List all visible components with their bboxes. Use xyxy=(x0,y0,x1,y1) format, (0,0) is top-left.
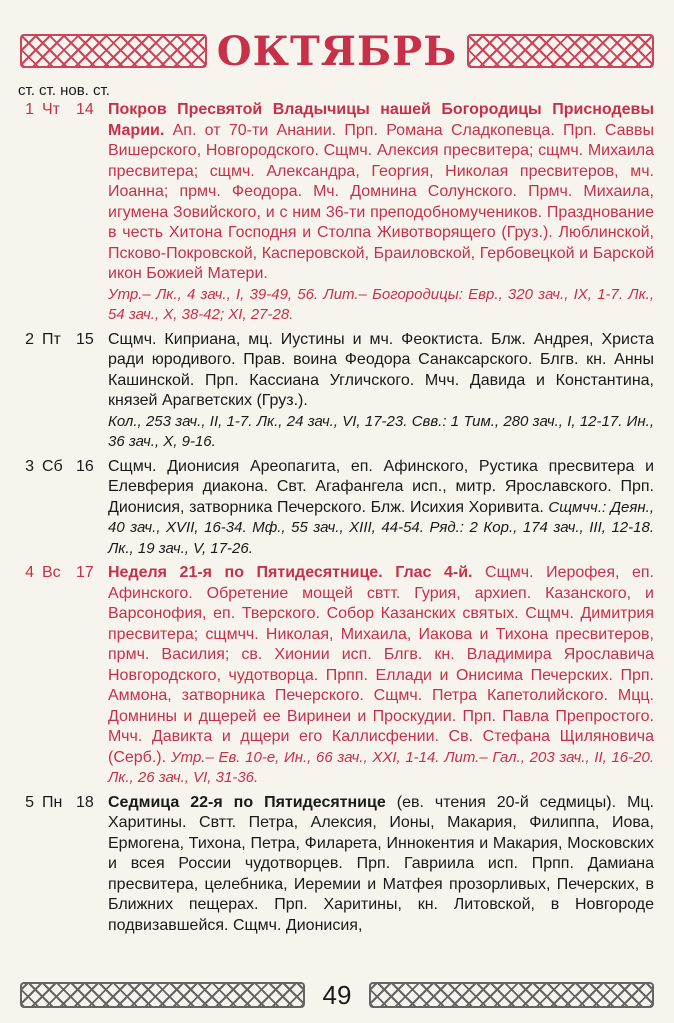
day-of-week: Пт xyxy=(42,330,61,348)
ornament-footer-left xyxy=(20,982,305,1008)
entry-text xyxy=(108,457,654,560)
old-style-day: 5 xyxy=(25,793,34,811)
saints-list: (ев. чтения 20-й седмицы). Мц. Харитины. Свтт. Петра, Алексия, Ионы, Макария, Филиппа, Иова, Ермогена, Тихона, Петра, Филарета, Иннокентия и Макария, Московских и всея России чудотворцев. Прп. Гавриила исп. Прпп. Дамиана пресвитера, целебника, Иеремии и Матфея прозорливых, Печерских, в Ближних пещерах. Прп. Харитины, кн. Литовской, в Новгороде подвизавшейся. Сщмч. Дионисия, xyxy=(108,793,654,934)
saints-list: Ап. от 70-ти Анании. Прп. Романа Сладкопевца. Прп. Саввы Вишерского, Новгородского. Сщмч. Алексия пресвитера; сщмч. Михаила пресвитера; сщмч. Александра, Георгия, Николая пресвитеров, мч. Иоанна; прмч. Феодора. Мч. Домнина Солунского. Прмч. Михаила, игумена Зовийского, и с ним 36-ти преподобномучеников. Празднование в честь Хитона Господня и Столпа Животворящего (Груз.). Люблинской, Псково-Покровской, Касперовской, Браиловской, Гербовецкой и Барской икон Божией Матери. xyxy=(108,121,654,282)
calendar-entry xyxy=(18,100,654,326)
old-style-day: 3 xyxy=(25,457,34,475)
new-style-day: 16 xyxy=(76,457,94,475)
day-of-week: Сб xyxy=(42,457,63,475)
scripture-readings: Утр.– Ев. 10-е, Ин., 66 зач., XXI, 1-14. Лит.– Гал., 203 зач., II, 16-20. Лк., 26 зач., VI, 31-36. xyxy=(108,748,654,786)
new-style-day: 17 xyxy=(76,564,94,581)
entry-date xyxy=(18,563,108,789)
old-style-day: 2 xyxy=(25,330,34,348)
day-of-week: Вс xyxy=(42,564,61,581)
entry-text xyxy=(108,100,654,326)
week-title: Седмица 22-я по Пятидесятнице xyxy=(108,793,386,811)
new-style-day: 15 xyxy=(76,330,94,348)
scripture-readings: Утр.– Лк., 4 зач., I, 39-49, 56. Лит.– Богородицы: Евр., 320 зач., IX, 1-7. Лк., 54 зач., X, 38-42; XI, 27-28. xyxy=(108,285,654,323)
feast-title: Неделя 21-я по Пятидесятнице. Глас 4-й. xyxy=(108,564,473,581)
scripture-readings: Кол., 253 зач., II, 1-7. Лк., 24 зач., VI, 17-23. Свв.: 1 Тим., 280 зач., I, 12-17. Ин., 36 зач., X, 9-16. xyxy=(108,412,654,450)
entry-text xyxy=(108,330,654,453)
calendar-entries xyxy=(18,100,654,940)
ornament-left xyxy=(20,34,207,68)
page-footer xyxy=(20,975,654,1015)
saints-list: Сщмч. Киприана, мц. Иустины и мч. Феоктиста. Блж. Андрея, Христа ради юродивого. Прав. воина Феодора Санаксарского. Блгв. кн. Анны Кашинской. Прп. Кассиана Угличского. Мчч. Давида и Константина, князей Арагветских (Груз.). xyxy=(108,330,654,409)
entry-text xyxy=(108,793,654,937)
day-of-week: Чт xyxy=(42,101,60,118)
entry-date xyxy=(18,100,108,326)
entry-date xyxy=(18,330,108,453)
ornament-footer-right xyxy=(369,982,654,1008)
entry-date xyxy=(18,793,108,937)
old-style-day: 1 xyxy=(25,101,34,118)
new-style-day: 18 xyxy=(76,793,94,811)
calendar-entry xyxy=(18,793,654,937)
scripture-readings: Сщмчч.: Деян., 40 зач., XVII, 16-34. Мф., 55 зач., XIII, 44-54. Ряд.: 2 Кор., 174 зач., III, 12-18. Лк., 19 зач., V, 17-26. xyxy=(108,498,654,557)
column-header: ст. ст. нов. ст. xyxy=(18,82,110,99)
saints-list: Сщмч. Иерофея, еп. Афинского. Обретение мощей свтт. Гурия, архиеп. Казанского, и Варсонофия, еп. Тверского. Собор Казанских святых. Сщмч. Димитрия пресвитера; сщмчч. Николая, Михаила, Иакова и Тихона пресвитеров, прмч. Василия; св. Хионии исп. Блгв. кн. Владимира Ярославича Новгородского, чудотворца. Прпп. Еллади и Онисима Печерских. Прп. Аммона, затворника Печерского. Сщмч. Петра Капетолийского. Мцц. Домнины и дщерей ее Виринеи и Проскудии. Прп. Павла Препростого. Мчч. Давикта и дщери его Каллисфении. Св. Стефана Щиляновича (Серб.). xyxy=(108,564,654,766)
calendar-entry xyxy=(18,563,654,789)
old-style-day: 4 xyxy=(25,564,34,581)
new-style-day: 14 xyxy=(76,101,94,118)
page-header xyxy=(20,22,654,80)
entry-text xyxy=(108,563,654,789)
month-title: ОКТЯБРЬ xyxy=(216,27,458,75)
page-number: 49 xyxy=(322,979,352,1010)
ornament-right xyxy=(467,34,654,68)
feast-title: Покров Пресвятой Владычицы нашей Богородицы Приснодевы Марии. xyxy=(108,101,654,139)
saints-list: Сщмч. Дионисия Ареопагита, еп. Афинского, Рустика пресвитера и Елевферия диакона. Свт. Агафангела исп., митр. Ярославского. Прп. Дионисия, затворника Печерского. Блж. Исихия Хоривита. xyxy=(108,457,654,516)
entry-date xyxy=(18,457,108,560)
calendar-entry xyxy=(18,457,654,560)
calendar-entry xyxy=(18,330,654,453)
day-of-week: Пн xyxy=(42,793,63,811)
